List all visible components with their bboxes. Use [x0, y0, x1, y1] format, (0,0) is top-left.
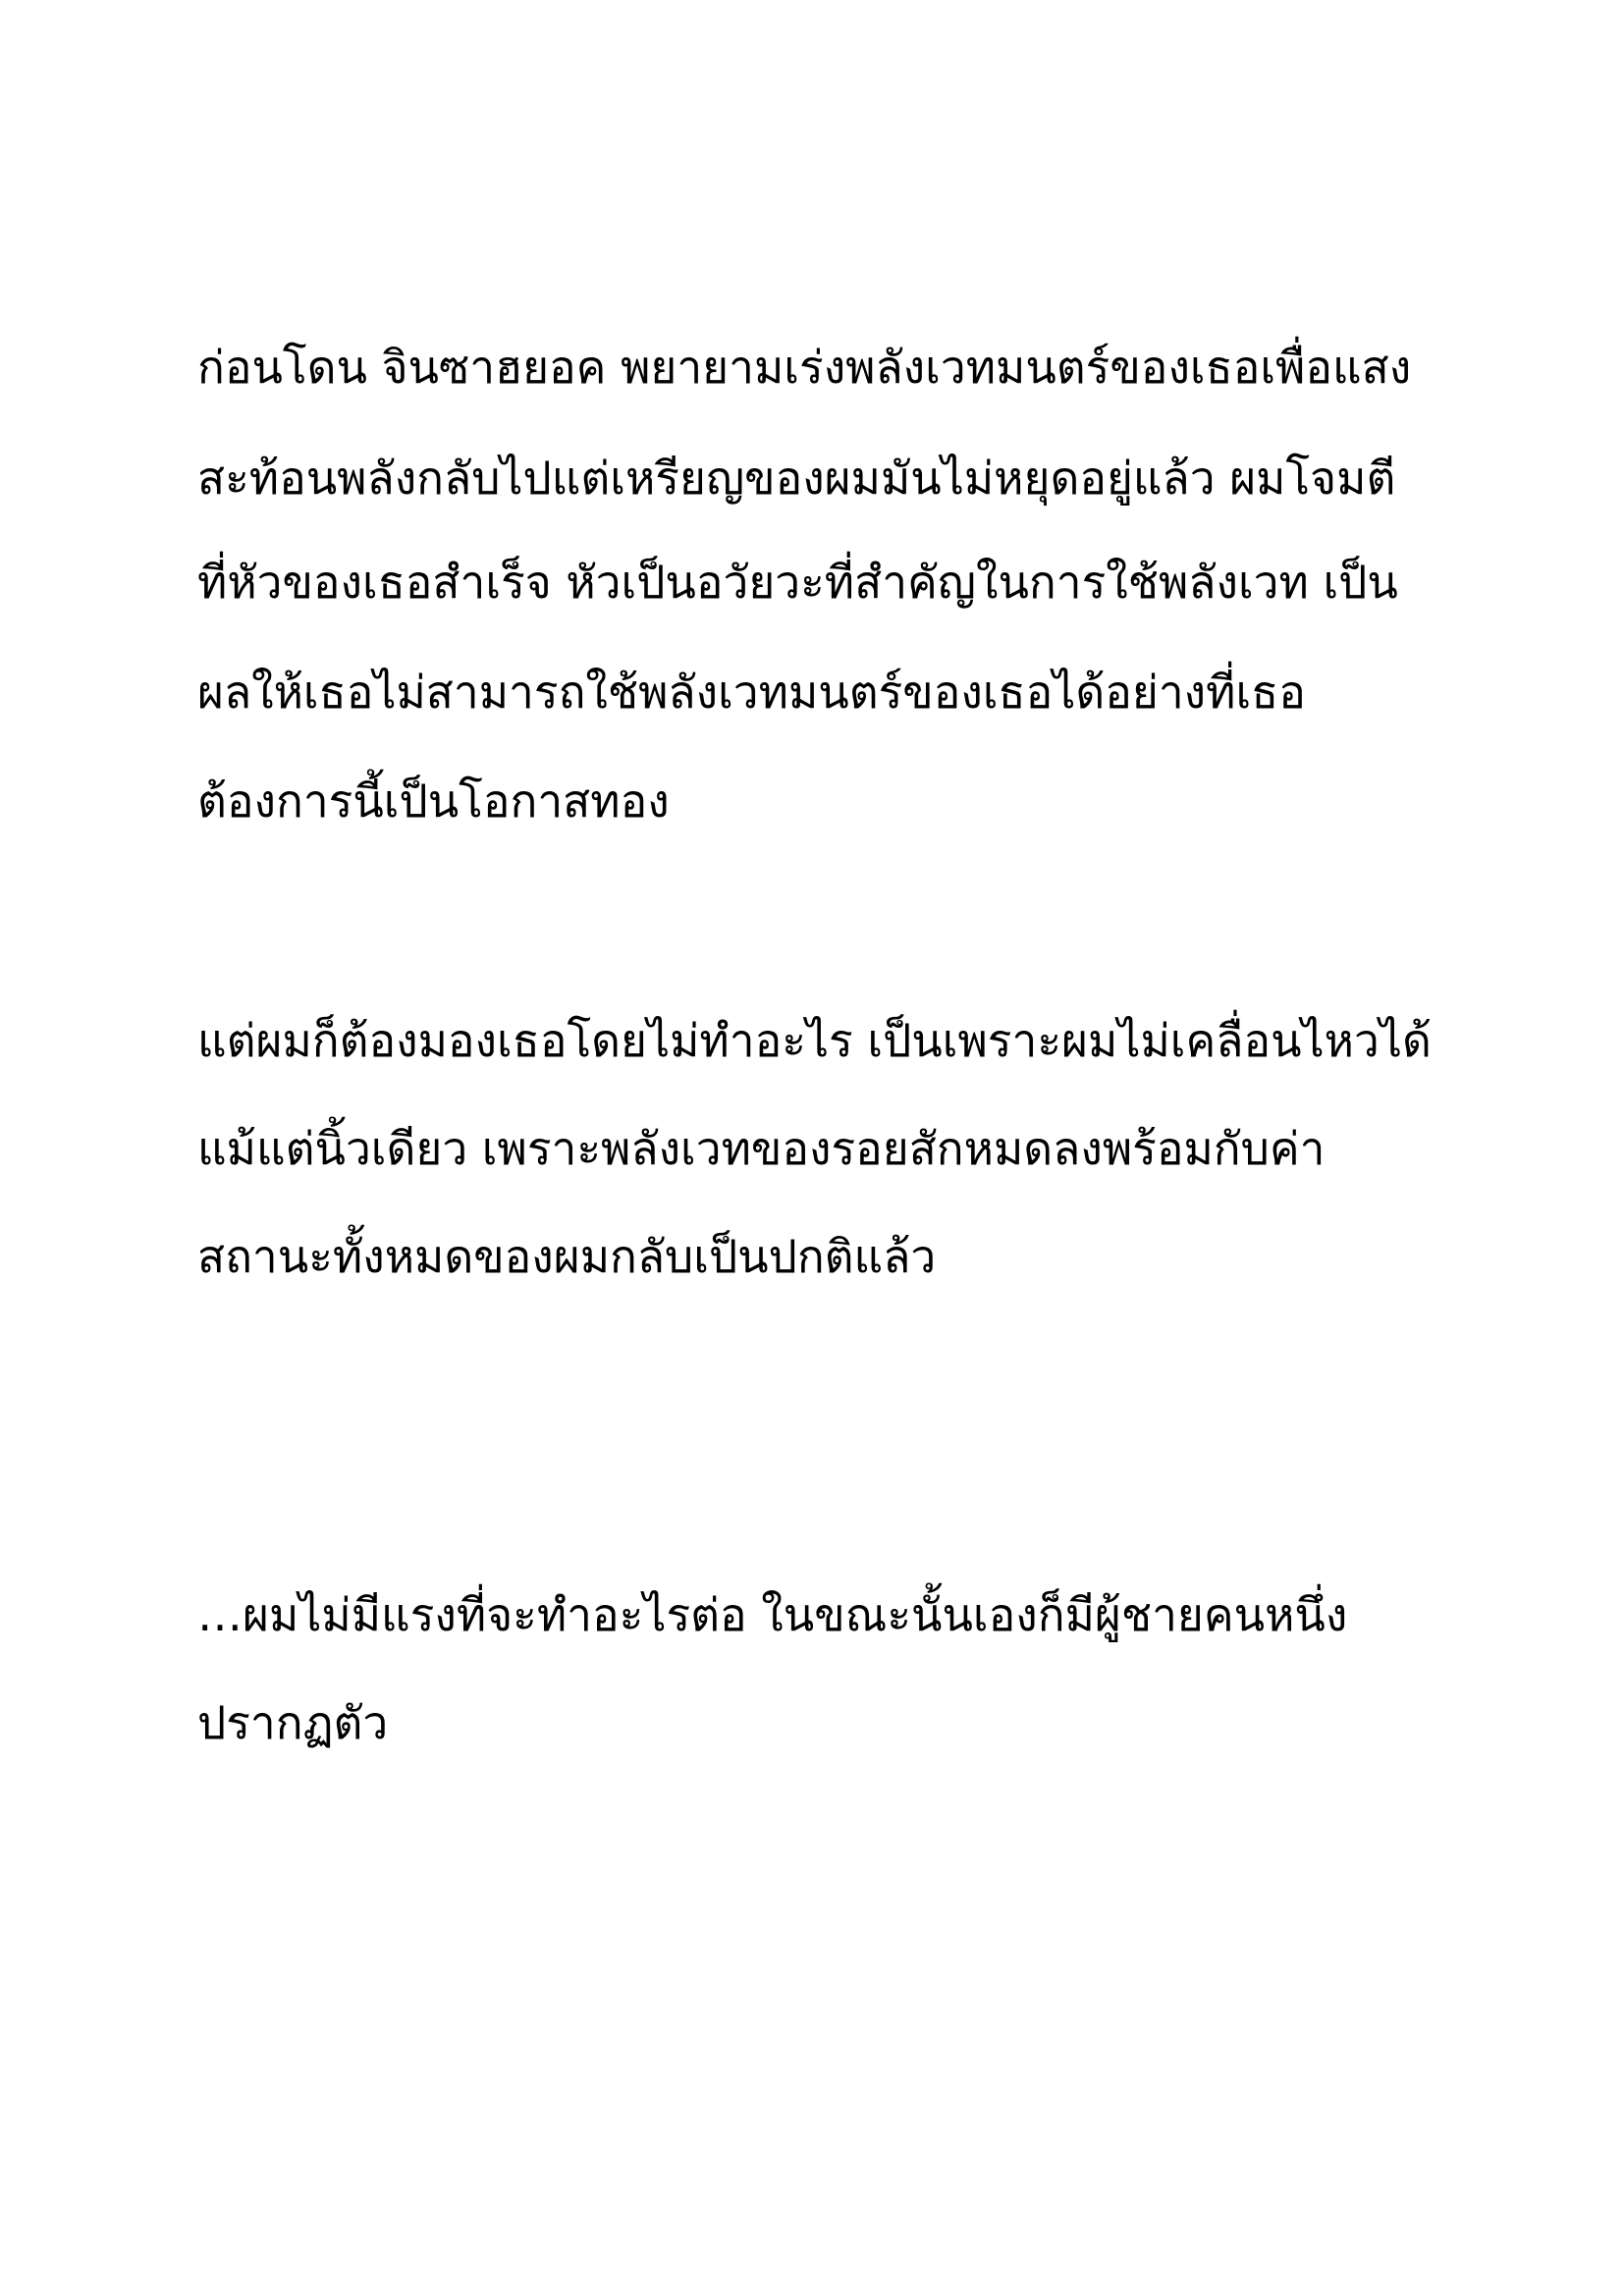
text-line: แต่ผมก็ต้องมองเธอโดยไม่ทำอะไร เป็นเพราะผมไม่เคลื่อนไหวได้	[197, 1014, 1432, 1067]
text-line: แม้แต่นิ้วเดียว เพราะพลังเวทของรอยสักหมดลงพร้อมกับค่า	[197, 1122, 1326, 1175]
text-line: ก่อนโดน จินซาฮยอค พยายามเร่งพลังเวทมนตร์ของเธอเพื่อแสง	[197, 341, 1412, 394]
text-line: …ผมไม่มีแรงที่จะทำอะไรต่อ ในขณะนั้นเองก็มีผู้ชายคนหนึ่ง	[197, 1588, 1348, 1641]
text-line: ที่หัวของเธอสำเร็จ หัวเป็นอวัยวะที่สำคัญในการใช้พลังเวท เป็น	[197, 556, 1398, 609]
text-line: สถานะทั้งหมดของผมกลับเป็นปกติแล้ว	[197, 1230, 937, 1283]
text-line: ผลให้เธอไม่สามารถใช้พลังเวทมนตร์ของเธอได้อย่างที่เธอ	[197, 666, 1306, 719]
text-line: ปรากฏตัว	[197, 1696, 389, 1749]
text-line: สะท้อนพลังกลับไปแต่เหรียญของผมมันไม่หยุดอยู่แล้ว ผมโจมตี	[197, 452, 1396, 505]
text-line: ต้องการนี้เป็นโอกาสทอง	[197, 774, 670, 828]
